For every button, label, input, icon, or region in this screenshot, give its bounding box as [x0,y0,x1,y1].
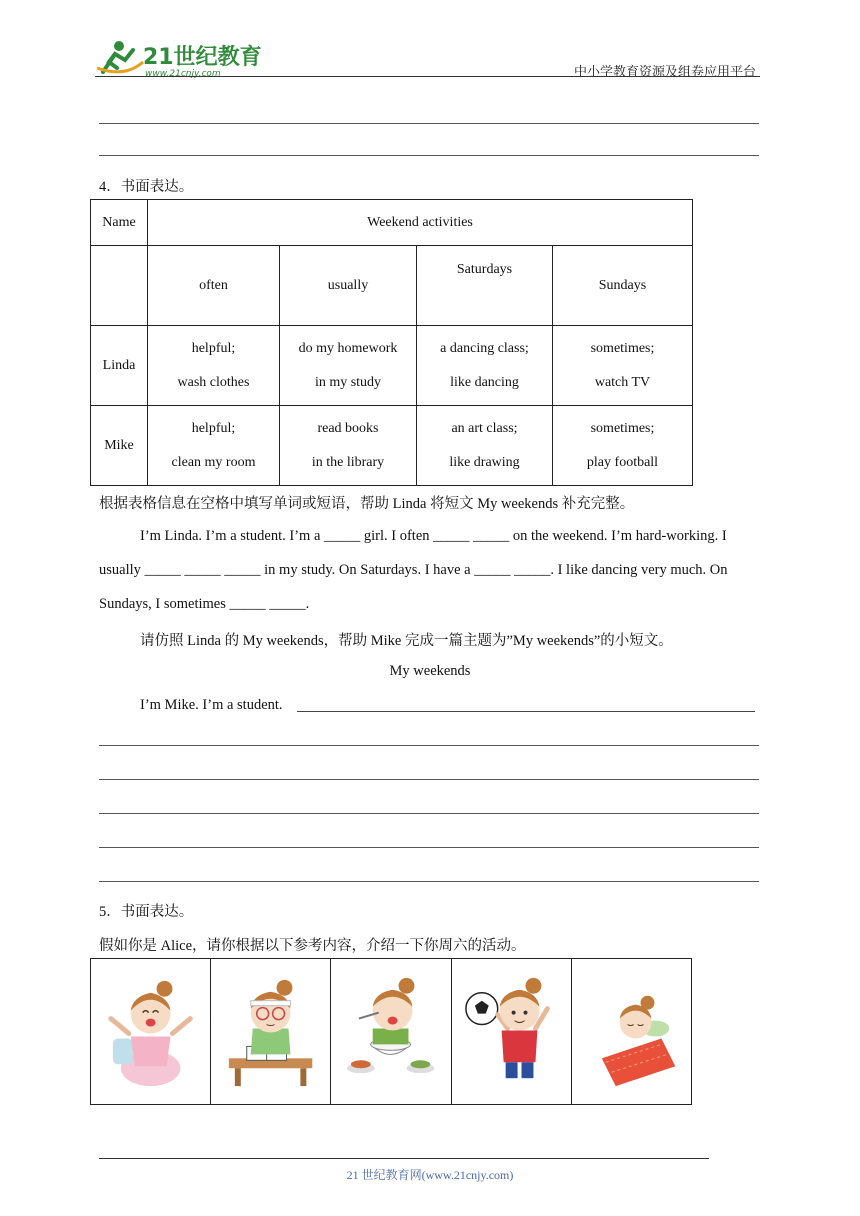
column-sundays: Sundays [553,246,693,326]
sleeping-picture [572,959,691,1104]
answer-line [99,155,759,156]
q5-instruction: 假如你是 Alice，请你根据以下参考内容，介绍一下你周六的活动。 [99,938,526,954]
q4-instruction: 根据表格信息在空格中填写单词或短语，帮助 Linda 将短文 My weekends 补充完整。 [99,496,635,512]
footer-divider [99,1158,709,1159]
essay-start: I’m Mike. I’m a student. [140,697,283,713]
column-usually: usually [280,246,417,326]
cell-line: like drawing [449,454,520,470]
question-5-title: 5．书面表达。 [99,904,194,920]
cell-line: helpful; [191,340,236,356]
essay-line [99,847,759,848]
cell-line: read books [317,420,379,436]
table-row [91,406,693,486]
table-row [91,326,693,406]
empty-cell [91,246,148,326]
column-saturdays: Saturdays [417,246,553,326]
cell-line: in my study [314,374,382,390]
cell-line: a dancing class; [440,340,529,356]
essay-line [99,813,759,814]
cell-line: an art class; [451,420,518,436]
svg-text:21世纪教育: 21世纪教育 [143,45,262,70]
playing-football-picture [452,959,572,1104]
header-weekend-activities: Weekend activities [148,200,693,246]
platform-name: 中小学教育资源及组卷应用平台 [573,64,756,79]
essay-line [99,779,759,780]
site-logo [95,38,265,78]
essay-line [99,745,759,746]
cell-line: sometimes; [590,340,655,356]
cell-line: like dancing [450,374,519,390]
footer-link[interactable]: 21 世纪教育网(www.21cnjy.com) [346,1168,514,1182]
eating-picture [331,959,451,1104]
passage-line: I’m Linda. I’m a student. I’m a _____ girl. I often _____ _____ on the weekend. I’m hard-working. I [140,528,727,544]
header-divider [95,76,760,77]
column-often: often [148,246,280,326]
essay-title: My weekends [389,663,471,679]
passage-line: usually _____ _____ _____ in my study. On Saturdays. I have a _____ _____. I like dancing very much. On [99,562,728,578]
row-name: Linda [91,326,148,406]
cell-line: clean my room [171,454,256,470]
header-name: Name [91,200,148,246]
activity-pictures [90,958,692,1105]
waking-up-picture [91,959,211,1104]
answer-line [99,123,759,124]
cell-line: wash clothes [177,374,250,390]
weekend-activities-table [90,199,693,486]
cell-line: in the library [311,454,385,470]
svg-text:www.21cnjy.com: www.21cnjy.com [145,69,221,78]
cell-line: sometimes; [590,420,655,436]
essay-line [99,881,759,882]
essay-first-line [297,711,755,712]
studying-picture [211,959,331,1104]
cell-line: helpful; [191,420,236,436]
q4-instruction-2: 请仿照 Linda 的 My weekends，帮助 Mike 完成一篇主题为”My weekends”的小短文。 [140,633,673,649]
cell-line: do my homework [298,340,398,356]
passage-line: Sundays, I sometimes _____ _____. [99,596,310,612]
cell-line: play football [586,454,659,470]
question-4-title: 4．书面表达。 [99,179,194,195]
cell-line: watch TV [594,374,651,390]
row-name: Mike [91,406,148,486]
